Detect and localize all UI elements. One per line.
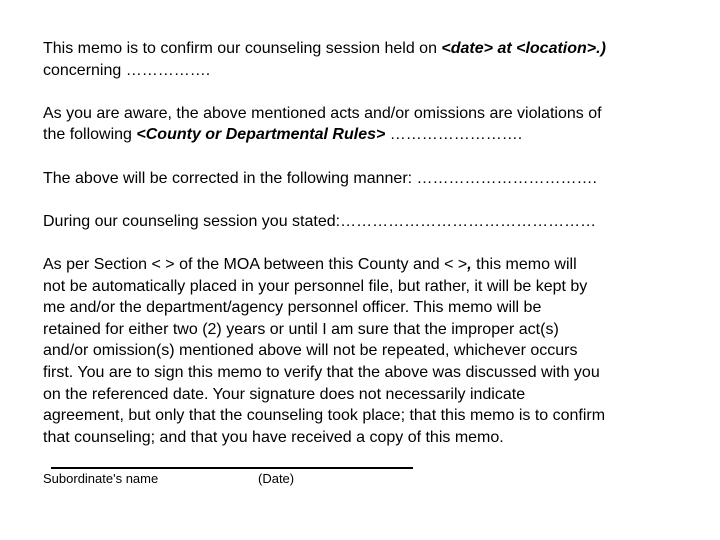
memo-paragraph-retention xyxy=(43,254,693,448)
violations-text: As you are aware, the above mentioned acts and/or omissions are violations of the following xyxy=(43,104,602,144)
signature-line xyxy=(51,467,413,469)
moa-section-text: As per Section < > of the MOA between this County and < > xyxy=(43,255,468,273)
moa-comma: , xyxy=(467,255,472,273)
date-label: (Date) xyxy=(258,471,295,486)
session-text: This memo is to confirm our counseling session held on xyxy=(43,40,442,57)
memo-body xyxy=(43,38,693,448)
retention-text: this memo will not be automatically placed in your personnel file, but rather, it will be kept by me and/or the department/agency personnel officer. This memo will be retained for either two (2) years or until I am sure that the improper act(s) and/or omission(s) mentioned above will not be repeated, whichever occurs first. You are to sign this memo to verify that the above was discussed with you on the referenced date. Your signature does not necessarily indicate agreement, but only that the counseling took place; that this memo is to confirm that counseling; and that you have received a copy of this memo. xyxy=(43,255,606,446)
subordinate-name-label: Subordinate's name xyxy=(43,471,159,486)
concerning-text: concerning ……………. xyxy=(43,61,211,79)
memo-paragraph-session xyxy=(43,38,693,81)
memo-paragraph-statement: During our counseling session you stated:………………………………………… xyxy=(43,212,597,230)
date-location-placeholder: <date> at <location>.) xyxy=(441,40,606,57)
memo-paragraph-correction: The above will be corrected in the following manner: ……………………………. xyxy=(43,169,597,187)
rules-placeholder: <County or Departmental Rules> xyxy=(136,126,386,144)
violations-leader-dots: ……………………. xyxy=(385,126,523,144)
memo-paragraph-violations xyxy=(43,103,693,146)
